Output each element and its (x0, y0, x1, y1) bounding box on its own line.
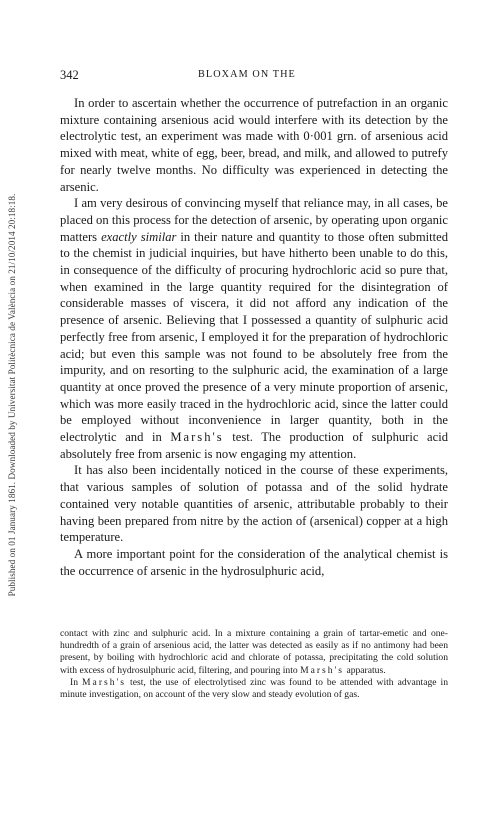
page-number: 342 (60, 68, 79, 82)
watermark-text: Published on 01 January 1861. Downloaded by Universitat Politècnica de València on 21/10/2014 20:18:18. (7, 193, 17, 597)
footnote-1-part-a: contact with zinc and sulphuric acid. In a mixture containing a grain of tartar-emetic and one-hundredth of a grain of arsenious acid, the latter was detected as easily as if no antimony had been present, by boiling with hydrochloric acid and chlorate of potassa, precipitating the cold solution with excess of hydrosulphuric acid, filtering, and pouring into (60, 628, 448, 676)
page-header (60, 68, 448, 84)
paragraph-2 (60, 195, 448, 462)
footnote-paragraph-2 (60, 677, 448, 701)
footnote-name-marsh: Marsh's (300, 664, 345, 676)
footnote-1-part-b: apparatus. (344, 664, 386, 676)
paragraph-2-part-c: test. The production of sulphuric acid absolutely free from arsenic is now engaging my attention. (60, 430, 448, 461)
paragraph-2-part-b: in their nature and quantity to those often submitted to the chemist in judicial inquiries, but have hitherto been unable to do this, in consequence of the difficulty of procuring hydrochloric acid so pure that, when examined in the large quantity required for the disintegration of considerable masses of viscera, it did not afford any indication of the presence of arsenic. Believing that I possessed a quantity of sulphuric acid perfectly free from arsenic, I employed it for the preparation of hydrochloric acid; but even this sample was not found to be absolutely free from the impurity, and on resorting to the sulphuric acid, the examination of a large quantity at once proved the presence of a very minute proportion of arsenic, which was more easily traced in the hydrochloric acid, since the latter could be employed without inconvenience in larger quantity, both in the electrolytic and in (60, 229, 448, 445)
running-head: BLOXAM ON THE (198, 69, 296, 80)
footnote-paragraph-1 (60, 628, 448, 677)
paragraph-2-part-a: I am very desirous of convincing myself that reliance may, in all cases, be placed on this process for the detection of arsenic, by operating upon organic matters (60, 196, 448, 244)
download-watermark (0, 0, 24, 816)
paragraph-4: A more important point for the consideration of the analytical chemist is the occurrence of arsenic in the hydrosulphuric acid, (60, 546, 448, 578)
footnote-2-part-a: In (70, 676, 83, 688)
main-text (60, 95, 448, 579)
footnote-2-name-marsh: Marsh's (82, 676, 127, 688)
name-marsh: Marsh's (170, 430, 224, 445)
footnote-2-part-b: test, the use of electrolytised zinc was found to be attended with advantage in minute investigation, on account of the very slow and steady evolution of gas. (60, 676, 449, 701)
paragraph-3: It has also been incidentally noticed in the course of these experiments, that various samples of solution of potassa and of the solid hydrate contained very notable quantities of arsenic, attributable probably to their having been prepared from nitre by the action of (arsenical) copper at a high temperature. (60, 463, 448, 545)
paragraph-1: In order to ascertain whether the occurrence of putrefaction in an organic mixture containing arsenious acid would interfere with its detection by the electrolytic test, an experiment was made with 0·001 grn. of arsenious acid mixed with meat, white of egg, beer, bread, and milk, and allowed to putrefy for nearly twelve months. No difficulty was experienced in detecting the arsenic. (60, 96, 448, 194)
footnote (60, 628, 448, 701)
emphasis-exactly-similar: exactly similar (101, 229, 177, 244)
